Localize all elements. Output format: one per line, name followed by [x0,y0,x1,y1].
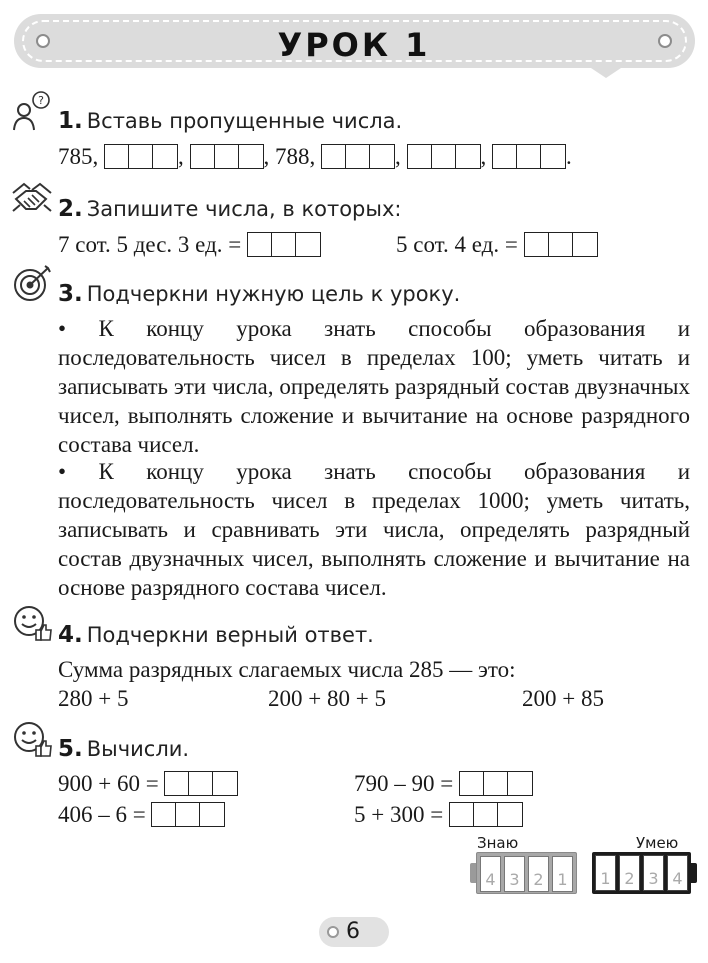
battery-cell[interactable]: 3 [504,856,525,892]
task-3-title: Подчеркни нужную цель к уроку. [86,282,461,306]
task-2-expression-a [58,230,321,259]
answer-box[interactable] [492,144,566,169]
expression-text: 5 + 300 = [354,802,444,827]
task-5-number: 5. [58,736,83,762]
task-3-heading [58,281,460,307]
computation-790-minus-90 [354,769,533,798]
task-5-heading [58,736,189,762]
thinking-person-icon [12,90,52,132]
lesson-title: УРОК 1 [277,26,431,64]
expression-text: 900 + 60 = [58,771,159,796]
battery-cell[interactable]: 4 [667,855,688,891]
task-5-title: Вычисли. [86,737,190,761]
computation-900-plus-60 [58,769,238,798]
computation-5-plus-300 [354,800,523,829]
can-battery [592,852,697,894]
battery-terminal [691,863,697,883]
smiley-thumbs-up-icon [12,720,54,760]
task-4-heading [58,622,374,648]
task-1-heading [58,108,402,134]
answer-option[interactable]: 200 + 85 [522,686,604,711]
period: . [566,144,572,169]
answer-box[interactable] [449,802,523,827]
header-tail [588,66,624,78]
task-2-heading [58,196,401,222]
page-number: 6 [346,919,360,944]
goal-option-100[interactable] [58,314,690,459]
task-2-title: Запишите числа, в которых: [86,197,402,221]
comma: , [263,144,270,169]
goal-text: • К концу урока знать способы образования и последовательность чисел в пределах 1000; уметь читать, записывать и сравнивать эти числа, определять разрядный состав двузначных чисел, выполнять сложение и вычитание на основе разрядного состава чисел. [58,459,690,600]
battery-cell[interactable]: 1 [595,855,616,891]
smiley-thumbs-up-icon [12,604,54,644]
goal-option-1000[interactable] [58,457,690,602]
battery-cell[interactable]: 1 [552,856,573,892]
battery-cell[interactable]: 2 [619,855,640,891]
goal-text: • К концу урока знать способы образования и последовательность чисел в пределах 100; уметь читать и записывать эти числа, определять разрядный состав двузначных чисел, выполнять сложение и вычитание на основе разрядного состава чисел. [58,316,690,457]
battery-cell[interactable]: 2 [528,856,549,892]
task-1-sequence [58,142,572,171]
comma: , [395,144,401,169]
answer-box[interactable] [407,144,481,169]
expression-text: 790 – 90 = [354,771,454,796]
answer-box[interactable] [524,232,598,257]
task-4-number: 4. [58,622,83,648]
page-pill-hole [327,926,339,938]
handshake-icon [10,181,54,221]
answer-box[interactable] [321,144,395,169]
answer-box[interactable] [164,771,238,796]
answer-box[interactable] [151,802,225,827]
task-2-expression-b [396,230,598,259]
task-2-number: 2. [58,196,83,222]
answer-box[interactable] [104,144,178,169]
task-1-number: 1. [58,108,83,134]
answer-box[interactable] [459,771,533,796]
task-3-number: 3. [58,281,83,307]
task-1-title: Вставь пропущенные числа. [86,109,403,133]
comma: , [480,144,487,169]
computation-406-minus-6 [58,800,225,829]
expression-text: 406 – 6 = [58,802,146,827]
know-battery [470,852,577,894]
battery-body [592,852,691,894]
sequence-number-788: 788, [275,144,316,169]
answer-option[interactable]: 280 + 5 [58,686,129,711]
answer-box[interactable] [247,232,321,257]
battery-cell[interactable]: 3 [643,855,664,891]
battery-body [476,852,577,894]
answer-option[interactable]: 200 + 80 + 5 [268,686,386,711]
target-icon [12,263,54,303]
svg-text:?: ? [38,94,44,107]
comma: , [178,144,184,169]
task-4-question: Сумма разрядных слагаемых числа 285 — это: [58,657,516,682]
can-label: Умею [636,834,679,852]
task-4-title: Подчеркни верный ответ. [86,623,374,647]
expression-text: 5 сот. 4 ед. = [396,232,518,257]
know-label: Знаю [477,834,519,852]
sequence-number-785: 785, [58,144,99,169]
battery-cell[interactable]: 4 [480,856,501,892]
expression-text: 7 сот. 5 дес. 3 ед. = [58,232,242,257]
answer-box[interactable] [190,144,264,169]
